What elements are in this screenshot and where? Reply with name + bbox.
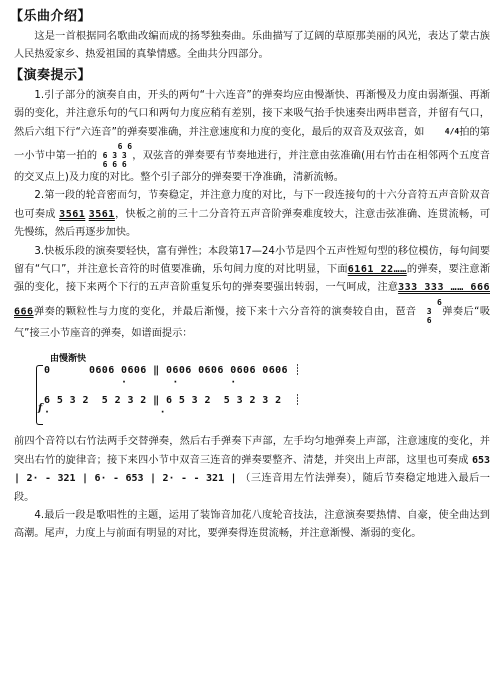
notation-6161: 6161 22…… [347, 264, 407, 276]
intro-heading: 【乐曲介绍】 [10, 9, 92, 24]
tip3-text-c: 弹奏的颗粒性与力度的变化，并最后渐慢，接下来十六分音符的演奏较自由，琶音 [33, 306, 417, 318]
notation-3561-a: 3561 [59, 208, 86, 220]
tip3-cont-text-b: （三连音用左竹法弹奏），随后节奏稳定地进入最后一段。 [14, 473, 490, 503]
tip1-text-b: 拍的第一小节中第一拍的 [14, 126, 490, 162]
tip2-text-a: 2.第一段的轮音密而匀，节奏稳定，并注意力度的对比，与下一段连接句的十六分音符五声音阶双音也可奏成 [14, 190, 490, 220]
score-brace [36, 365, 43, 425]
time-signature: 4/4 [444, 127, 460, 137]
tip2-text-b: ，快板之前的三十二分音符五声音阶弹奏难度较大，注意击弦准确、连贯流畅，可先慢练，然后再逐步加快。 [14, 208, 491, 239]
score-upper-dots: · · · [44, 377, 295, 389]
score-excerpt [20, 351, 320, 429]
arpeggio-notation: 6 3 6 [426, 297, 442, 325]
score-lower-voice: 6 5 3 2 5 2 3 2 ‖ 6 5 3 2 5 3 2 3 2 ┊ [44, 395, 301, 407]
notation-triplets: 653 | 2· - 321 | 6· - 653 | 2· - - 321 | [14, 454, 490, 485]
tip1-text-c: ，双弦音的弹奏要有节奏地进行，并注意由弦准确(用右竹击在相邻两个五度音的交叉点上)及力度的对比。整个引子部分的弹奏要干净准确，清新流畅。 [14, 150, 490, 184]
tip-paragraph-3 [14, 243, 490, 344]
tip1-text-a: 1.引子部分的演奏自由，开头的两句“十六连音”的弹奏均应由慢渐快、再渐慢及力度由弱渐强、再渐弱的变化，并注意乐句的气口和两句力度应稍有差别，接下来吸气抬手快速奏出两串琶音，并留有气口，然后六组下行“六连音”的弹奏要准确，并注意速度和力度的变化，最后的双音及双弦音，如 [14, 89, 490, 138]
tip-paragraph-1 [14, 87, 490, 188]
score-dynamic: f [38, 403, 43, 415]
notation-333-666: 333 333 …… 666 666 [14, 282, 490, 318]
notation-3561-b: 3561 [88, 208, 115, 220]
tip3-cont-text-a: 前四个音符以右竹法两手交替弹奏，然后右手弹奏下声部，左手均匀地弹奏上声部，注意速度的变化，并突出右竹的旋律音；接下来四小节中双音三连音的弹奏要整齐、清楚，并突出上声部，这里也可奏成 [14, 436, 490, 466]
tip-paragraph-2 [14, 187, 490, 242]
tip-paragraph-3-cont [14, 433, 490, 507]
chord-notation: 6 6 6 3 3 6 6 6 [102, 142, 133, 170]
tips-heading: 【演奏提示】 [10, 67, 92, 83]
score-tempo-marking: 由慢渐快 [50, 354, 87, 365]
intro-paragraph: 这是一首根据同名歌曲改编而成的扬琴独奏曲。乐曲描写了辽阔的草原那美丽的风光，表达了蒙古族人民热爱家乡、热爱祖国的真挚情感。全曲共分四部分。 [14, 31, 490, 61]
tip-paragraph-4: 4.最后一段是歌唱性的主题，运用了装饰音加花八度轮音技法，注意演奏要热情、自豪，使全曲达到高潮。尾声，力度上与前面有明显的对比，要弹奏得连贯流畅，并注意渐慢、渐弱的变化。 [14, 509, 490, 540]
score-upper-voice: 0 0606 0606 ‖ 0606 0606 0606 0606 ┊ [44, 365, 301, 377]
tip3-text-a: 3.快板乐段的演奏要轻快，富有弹性；本段第17—24小节是四个五声性短句型的移位模仿，每句间要留有“气口”，并注意长音符的时值要准确，乐句间力度的对比明显，下面 [14, 245, 490, 276]
score-lower-dots: · · [44, 407, 301, 419]
tip3-text-b: 的弹奏，要注意渐强的变化，接下来两个下行的五声音阶重复乐句的弹奏要强出转弱，一气呵成，注意 [14, 264, 490, 294]
tip3-text-d: 弹奏后“吸气”接三小节座音的弹奏，如谱面提示： [14, 306, 491, 339]
